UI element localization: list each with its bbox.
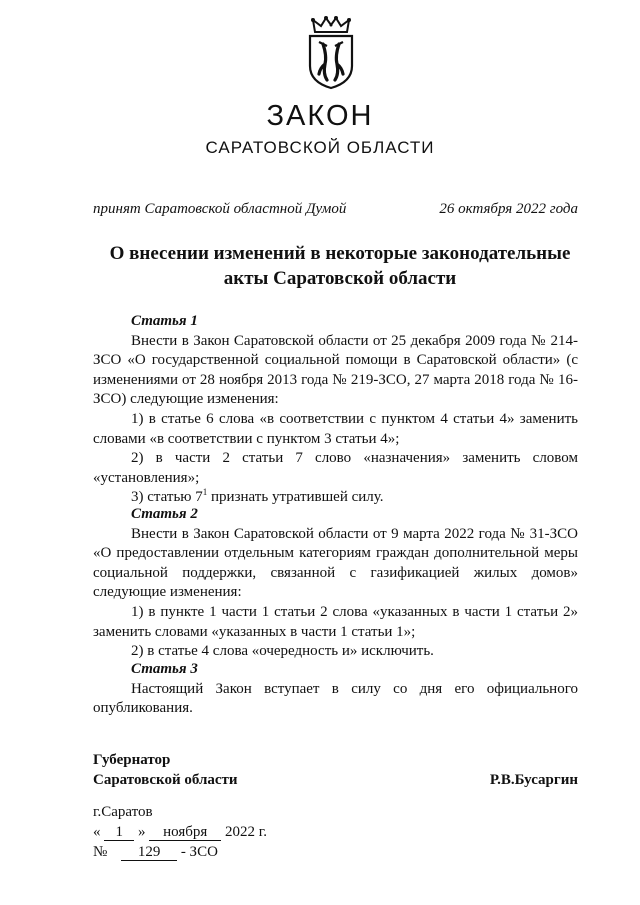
article-1-intro: Внести в Закон Саратовской области от 25 декабря 2009 года № 214-ЗСО «О государственной социальной помощи в Саратовской области» (с изменениями от 28 ноября 2013 года № 219-ЗСО, 27 марта 2018 года № 16-ЗСО) следующие изменения: xyxy=(93,332,578,408)
article-3-title: Статья 3 xyxy=(131,661,198,677)
document-heading xyxy=(60,241,620,291)
heading-line-2: акты Саратовской области xyxy=(223,268,457,289)
article-1-item-2: 2) в части 2 статьи 7 слово «назначения» заменить словом «установления»; xyxy=(93,450,578,486)
article-3 xyxy=(93,660,578,719)
article-1-item-1: 1) в статье 6 слова «в соответствии с пунктом 4 статьи 4» заменить словами «в соответствии с пунктом 3 статьи 4»; xyxy=(93,410,578,447)
law-number xyxy=(93,842,393,862)
adoption-row xyxy=(93,201,578,218)
article-1-item-3-superscript: 1 xyxy=(202,487,208,498)
article-1-item-3-end: признать утратившей силу. xyxy=(207,489,384,506)
heading-line-1: О внесении изменений в некоторые законодательные xyxy=(109,243,571,264)
signature-row xyxy=(93,770,578,790)
article-2-item-2: 2) в статье 4 слова «очередность и» исключить. xyxy=(131,643,434,660)
signatory-position-line-2: Саратовской области xyxy=(93,772,238,788)
article-3-text: Настоящий Закон вступает в силу со дня его официального опубликования. xyxy=(93,680,578,717)
saratov-coat-of-arms-icon xyxy=(305,16,357,90)
law-title: ЗАКОН xyxy=(266,100,374,132)
article-1 xyxy=(93,312,578,508)
number-value: 129 xyxy=(121,845,177,861)
date-month: ноября xyxy=(149,825,221,841)
date-year: 2022 г. xyxy=(225,824,267,840)
article-2-title: Статья 2 xyxy=(131,506,198,522)
article-2 xyxy=(93,505,578,662)
law-subtitle: САРАТОВСКОЙ ОБЛАСТИ xyxy=(205,138,435,157)
number-prefix: № xyxy=(93,844,108,860)
article-2-item-1: 1) в пункте 1 части 1 статьи 2 слова «указанных в части 1 статьи 2» заменить словами «указанных в части 1 статьи 1»; xyxy=(93,603,578,640)
city: г.Саратов xyxy=(93,804,153,820)
number-suffix: - ЗСО xyxy=(180,844,218,860)
signatory-position-line-1: Губернатор xyxy=(93,752,171,768)
signature-block xyxy=(93,750,578,790)
signing-date xyxy=(93,822,393,842)
article-2-intro: Внести в Закон Саратовской области от 9 марта 2022 года № 31-ЗСО «О предоставлении отдельным категориям граждан дополнительной меры социальной поддержки, связанной с газификацией жилых домов» следующие изменения: xyxy=(93,525,578,601)
adopted-date: 26 октября 2022 года xyxy=(439,201,578,217)
date-open-quote: « xyxy=(93,824,101,840)
date-day: 1 xyxy=(104,825,134,841)
article-1-title: Статья 1 xyxy=(131,313,198,329)
place-date-number-block xyxy=(93,802,393,862)
article-1-item-3-start: 3) статью 7 xyxy=(131,489,203,506)
adopted-by: принят Саратовской областной Думой xyxy=(93,201,347,217)
signatory-name: Р.В.Бусаргин xyxy=(489,772,578,788)
date-close-quote: » xyxy=(138,824,146,840)
